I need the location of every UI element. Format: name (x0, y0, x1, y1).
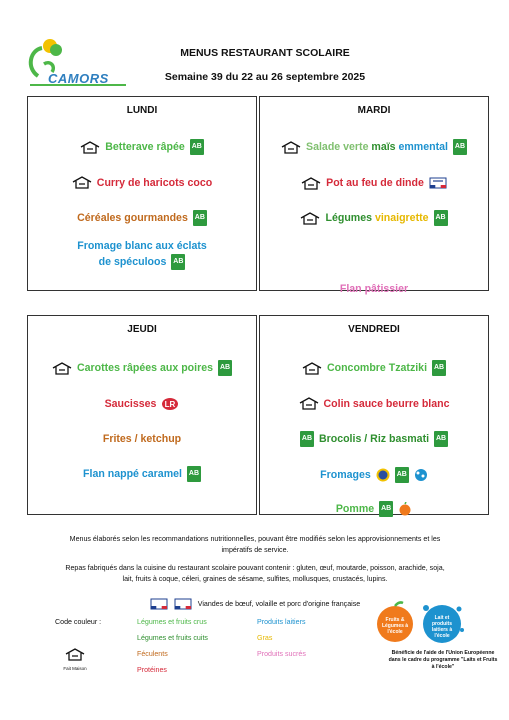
label-rouge-icon (161, 397, 179, 411)
day-title-jeudi: JEUDI (127, 324, 157, 335)
ab-organic-icon: AB (193, 210, 207, 226)
viande-francaise-icon (429, 176, 447, 190)
menu-item: Colin sauce beurre blanc (260, 397, 488, 410)
day-title-mardi: MARDI (357, 105, 391, 116)
menu-item: Flan pâtissier (339, 283, 409, 295)
house-icon (302, 362, 322, 375)
logo-wordmark: CAMORS (48, 71, 109, 86)
menu-item: Pot au feu de dinde (260, 176, 488, 190)
lait-ecole-badge: Lait et produits laitiers à l'école (418, 600, 466, 646)
aop-label-icon (376, 468, 390, 482)
allergen-note: Repas fabriqués dans la cuisine du restaurant scolaire pouvant contenir : gluten, œuf, moutarde, poisson, arachide, soja, lait, fruits à coque, céleri, graines de sésame, sulfites, mollusques, crustacés, lupins. (65, 564, 445, 583)
ab-organic-icon: AB (434, 431, 448, 447)
fruits-legumes-ecole-badge: Fruits & Légumes à l'école (375, 600, 415, 644)
camors-logo (22, 38, 134, 98)
legend-title: Code couleur : (55, 618, 102, 626)
menu-item: Céréales gourmandes AB (77, 212, 205, 224)
ab-organic-icon: AB (432, 360, 446, 376)
menu-item: Curry de haricots coco (28, 176, 256, 189)
house-icon (281, 141, 301, 154)
day-box-jeudi (27, 315, 257, 515)
house-icon (300, 212, 320, 225)
fruit-program-icon (398, 502, 412, 516)
volaille-francaise-icon (174, 597, 192, 611)
ab-organic-icon: AB (171, 254, 185, 270)
house-icon (80, 141, 100, 154)
menu-item: Légumes vinaigrette AB (260, 210, 488, 226)
page-title: MENUS RESTAURANT SCOLAIRE (180, 47, 350, 59)
nutrition-note: Menus élaborés selon les recommandations nutritionnelles, pouvant être modifiés selon les approvisionnements et les impératifs de service. (69, 535, 441, 554)
eu-aid-note: Bénéficie de l'aide de l'Union Européenne dans le cadre du programme "Laits et Fruits à l'école" (388, 650, 498, 670)
day-box-vendredi (259, 315, 489, 515)
svg-text:LR: LR (165, 400, 176, 409)
menu-item: AB Brocolis / Riz basmati AB (301, 433, 447, 445)
ab-organic-icon: AB (453, 139, 467, 155)
day-title-lundi: LUNDI (126, 105, 158, 116)
menu-item: Pomme AB (260, 501, 488, 517)
ab-organic-icon: AB (300, 431, 314, 447)
menu-item: Carottes râpées aux poires AB (28, 360, 256, 376)
ab-organic-icon: AB (190, 139, 204, 155)
day-box-lundi (27, 96, 257, 291)
house-icon (301, 177, 321, 190)
viande-francaise-icon (150, 597, 168, 611)
ab-organic-icon: AB (187, 466, 201, 482)
tree-icon (22, 38, 134, 98)
day-box-mardi (259, 96, 489, 291)
house-icon (65, 648, 85, 661)
house-icon (52, 362, 72, 375)
day-title-vendredi: VENDREDI (348, 324, 400, 335)
menu-item: Saucisses LR (28, 397, 256, 411)
menu-item: Salade verte maïs emmental AB (260, 139, 488, 155)
ab-organic-icon: AB (395, 467, 409, 483)
menu-item: Flan nappé caramel AB (83, 468, 200, 480)
week-subtitle: Semaine 39 du 22 au 26 septembre 2025 (164, 71, 366, 83)
ab-organic-icon: AB (434, 210, 448, 226)
ab-organic-icon: AB (379, 501, 393, 517)
house-icon (72, 176, 92, 189)
origin-note: Viandes de bœuf, volaille et porc d'origine française (30, 597, 480, 611)
menu-item: Frites / ketchup (102, 433, 182, 445)
menu-item: Betterave râpée AB (28, 139, 256, 155)
menu-item: Fromages AB (260, 467, 488, 483)
milk-program-icon (414, 468, 428, 482)
house-icon (299, 397, 319, 410)
menu-item: Fromage blanc aux éclats de spéculoos AB (28, 239, 256, 270)
menu-item: Concombre Tzatziki AB (260, 360, 488, 376)
ab-organic-icon: AB (218, 360, 232, 376)
fait-maison-legend: Fait Maison (60, 648, 90, 671)
